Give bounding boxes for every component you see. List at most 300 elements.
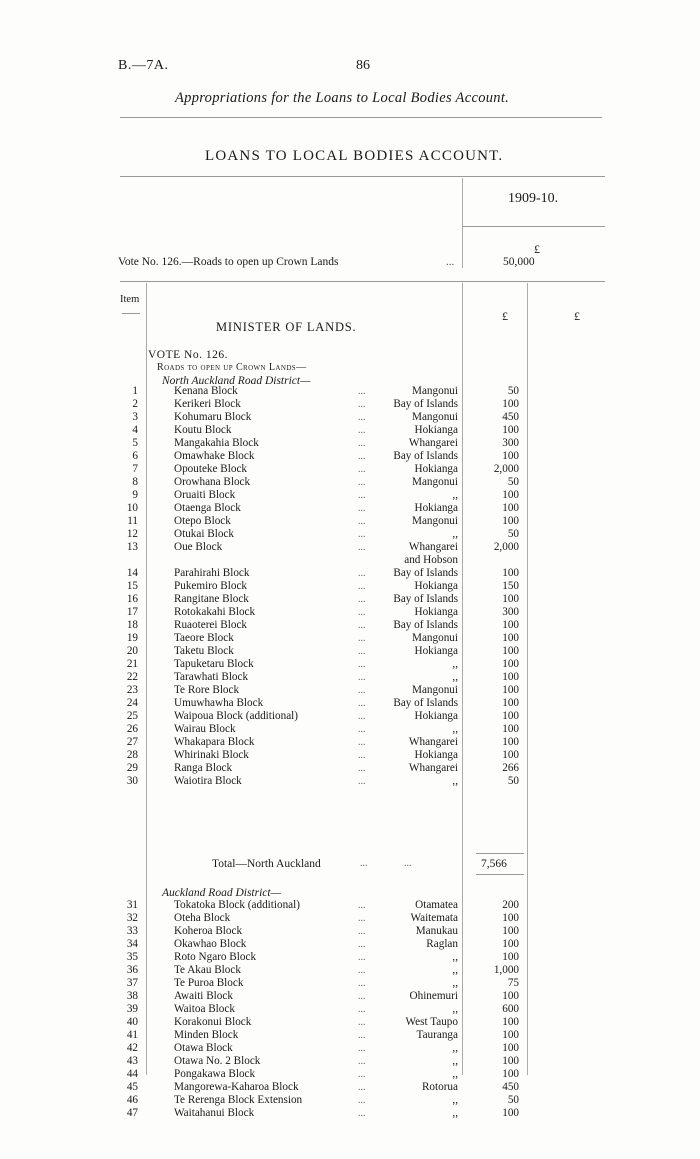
item-place: Bay of Islands xyxy=(393,619,458,631)
divider xyxy=(122,313,140,314)
item-place: Mangonui xyxy=(412,385,458,397)
item-number: 44 xyxy=(126,1068,138,1080)
item-place: Waitemata xyxy=(410,912,458,924)
item-number: 25 xyxy=(126,710,138,722)
item-place: Hokianga xyxy=(414,580,458,592)
item-number: 34 xyxy=(126,938,138,950)
item-name: Tokatoka Block (additional) xyxy=(174,899,300,911)
total-label: Total—North Auckland xyxy=(212,858,321,870)
table-row xyxy=(0,762,700,775)
item-amount: 100 xyxy=(502,990,519,1002)
item-number: 40 xyxy=(126,1016,138,1028)
item-amount: 100 xyxy=(502,1016,519,1028)
item-name: Taketu Block xyxy=(174,645,234,657)
vote-amount: 50,000 xyxy=(503,256,535,268)
item-amount: 100 xyxy=(502,697,519,709)
item-number: 22 xyxy=(126,671,138,683)
leader-dots: ... xyxy=(358,685,366,696)
item-number: 32 xyxy=(126,912,138,924)
item-place: Manukau xyxy=(415,925,458,937)
item-name: Whakapara Block xyxy=(174,736,255,748)
item-number: 12 xyxy=(126,528,138,540)
table-row xyxy=(0,437,700,450)
table-row xyxy=(0,1042,700,1055)
item-amount: 100 xyxy=(502,619,519,631)
leader-dots: ... xyxy=(360,858,368,869)
table-row xyxy=(0,912,700,925)
item-number: 13 xyxy=(126,541,138,553)
leader-dots: ... xyxy=(404,858,412,869)
item-amount: 300 xyxy=(502,437,519,449)
leader-dots: ... xyxy=(358,399,366,410)
table-row xyxy=(0,619,700,632)
item-place: ,, xyxy=(452,1042,458,1054)
item-place: Hokianga xyxy=(414,463,458,475)
item-name: Te Puroa Block xyxy=(174,977,244,989)
table-row xyxy=(0,424,700,437)
item-place: ,, xyxy=(452,489,458,501)
page-title: LOANS TO LOCAL BODIES ACCOUNT. xyxy=(205,148,504,164)
item-name: Oteha Block xyxy=(174,912,231,924)
item-number: 21 xyxy=(126,658,138,670)
item-amount: 266 xyxy=(502,762,519,774)
currency-header: £ xyxy=(574,309,580,323)
item-place: Rotorua xyxy=(421,1081,458,1093)
item-place: ,, xyxy=(452,528,458,540)
item-place: Mangonui xyxy=(412,411,458,423)
item-amount: 100 xyxy=(502,1055,519,1067)
item-place: Whangarei xyxy=(408,736,458,748)
leader-dots: ... xyxy=(358,568,366,579)
item-name: Otawa Block xyxy=(174,1042,233,1054)
item-amount: 100 xyxy=(502,1042,519,1054)
vote-currency: £ xyxy=(534,242,540,256)
table-row xyxy=(0,632,700,645)
item-place: ,, xyxy=(452,658,458,670)
item-number: 27 xyxy=(126,736,138,748)
item-amount: 300 xyxy=(502,606,519,618)
item-place: ,, xyxy=(452,977,458,989)
item-name: Koutu Block xyxy=(174,424,232,436)
leader-dots: ... xyxy=(358,438,366,449)
item-number: 43 xyxy=(126,1055,138,1067)
item-number: 35 xyxy=(126,951,138,963)
item-place: Otamatea xyxy=(415,899,458,911)
table-row xyxy=(0,775,700,788)
item-number: 42 xyxy=(126,1042,138,1054)
item-name: Koheroa Block xyxy=(174,925,243,937)
item-place: ,, xyxy=(452,964,458,976)
item-name: Okawhao Block xyxy=(174,938,247,950)
table-row xyxy=(0,710,700,723)
table-row xyxy=(0,593,700,606)
leader-dots: ... xyxy=(358,698,366,709)
item-place: Whangarei xyxy=(408,541,458,553)
leader-dots: ... xyxy=(358,516,366,527)
item-place: Hokianga xyxy=(414,645,458,657)
total-amount: 7,566 xyxy=(481,858,507,870)
item-name: Oruaiti Block xyxy=(174,489,236,501)
table-row xyxy=(0,606,700,619)
leader-dots: ... xyxy=(358,724,366,735)
item-amount: 100 xyxy=(502,723,519,735)
total-rule xyxy=(476,853,524,854)
item-place: Hokianga xyxy=(414,606,458,618)
leader-dots: ... xyxy=(358,659,366,670)
table-row xyxy=(0,502,700,515)
page-number: 86 xyxy=(356,58,370,73)
item-amount: 100 xyxy=(502,502,519,514)
item-amount: 100 xyxy=(502,1107,519,1119)
table-row xyxy=(0,671,700,684)
item-number: 33 xyxy=(126,925,138,937)
item-amount: 100 xyxy=(502,398,519,410)
item-number: 24 xyxy=(126,697,138,709)
table-row xyxy=(0,1107,700,1120)
table-row xyxy=(0,645,700,658)
item-name: Oue Block xyxy=(174,541,223,553)
item-name: Roto Ngaro Block xyxy=(174,951,257,963)
item-amount: 100 xyxy=(502,671,519,683)
item-place: Mangonui xyxy=(412,632,458,644)
item-place: Tauranga xyxy=(416,1029,458,1041)
leader-dots: ... xyxy=(358,412,366,423)
item-number: 3 xyxy=(132,411,138,423)
leader-dots: ... xyxy=(358,965,366,976)
item-amount: 100 xyxy=(502,951,519,963)
item-number: 11 xyxy=(127,515,138,527)
table-row xyxy=(0,977,700,990)
item-name: Kohumaru Block xyxy=(174,411,252,423)
table-row xyxy=(0,951,700,964)
item-place: Ohinemuri xyxy=(409,990,458,1002)
item-number: 5 xyxy=(132,437,138,449)
leader-dots: ... xyxy=(358,1082,366,1093)
item-number: 45 xyxy=(126,1081,138,1093)
item-amount: 100 xyxy=(502,658,519,670)
item-place: Mangonui xyxy=(412,515,458,527)
item-number: 46 xyxy=(126,1094,138,1106)
leader-dots: ... xyxy=(358,913,366,924)
vote-heading: VOTE No. 126. xyxy=(148,349,228,361)
currency-header: £ xyxy=(502,309,508,323)
item-name: Te Rerenga Block Extension xyxy=(174,1094,303,1106)
item-number: 2 xyxy=(132,398,138,410)
leader-dots: ... xyxy=(358,776,366,787)
leader-dots: ... xyxy=(358,386,366,397)
table-row xyxy=(0,1055,700,1068)
table-row xyxy=(0,1068,700,1081)
item-number: 20 xyxy=(126,645,138,657)
item-name: Otukai Block xyxy=(174,528,234,540)
leader-dots: ... xyxy=(358,750,366,761)
item-number: 36 xyxy=(126,964,138,976)
item-name: Rangitane Block xyxy=(174,593,249,605)
item-number: 38 xyxy=(126,990,138,1002)
item-amount: 100 xyxy=(502,749,519,761)
table-row xyxy=(0,990,700,1003)
item-number: 14 xyxy=(126,567,138,579)
item-amount: 100 xyxy=(502,938,519,950)
table-row xyxy=(0,925,700,938)
item-place: Hokianga xyxy=(414,749,458,761)
leader-dots: ... xyxy=(358,900,366,911)
item-place: ,, xyxy=(452,775,458,787)
item-place-continued: and Hobson xyxy=(404,554,458,566)
leader-dots: ... xyxy=(358,1030,366,1041)
item-amount: 100 xyxy=(502,710,519,722)
table-row xyxy=(0,489,700,502)
table-row xyxy=(0,398,700,411)
divider xyxy=(463,226,605,227)
item-place: ,, xyxy=(452,1107,458,1119)
section-heading: MINISTER OF LANDS. xyxy=(216,320,357,334)
divider xyxy=(120,176,605,177)
item-amount: 100 xyxy=(502,450,519,462)
item-name: Pukemiro Block xyxy=(174,580,248,592)
district-heading: Auckland Road District— xyxy=(162,887,281,899)
table-row xyxy=(0,1003,700,1016)
item-name: Ruaoterei Block xyxy=(174,619,248,631)
leader-dots: ... xyxy=(358,529,366,540)
item-place: Hokianga xyxy=(414,502,458,514)
item-name: Waiotira Block xyxy=(174,775,242,787)
item-name: Otawa No. 2 Block xyxy=(174,1055,261,1067)
table-row xyxy=(0,736,700,749)
item-number: 29 xyxy=(126,762,138,774)
item-name: Mangakahia Block xyxy=(174,437,259,449)
item-place: Bay of Islands xyxy=(393,398,458,410)
item-place: Bay of Islands xyxy=(393,593,458,605)
fiscal-year: 1909-10. xyxy=(508,191,559,206)
item-name: Korakonui Block xyxy=(174,1016,252,1028)
item-amount: 50 xyxy=(507,1094,519,1106)
item-place: ,, xyxy=(452,671,458,683)
item-amount: 100 xyxy=(502,645,519,657)
table-row xyxy=(0,899,700,912)
table-row xyxy=(0,541,700,554)
item-number: 4 xyxy=(132,424,138,436)
item-number: 10 xyxy=(126,502,138,514)
item-name: Te Rore Block xyxy=(174,684,240,696)
item-name: Umuwhawha Block xyxy=(174,697,264,709)
leader-dots: ... xyxy=(358,633,366,644)
table-row xyxy=(0,749,700,762)
item-place: ,, xyxy=(452,723,458,735)
item-amount: 100 xyxy=(502,632,519,644)
item-name: Mangorewa-Kaharoa Block xyxy=(174,1081,299,1093)
item-number: 9 xyxy=(132,489,138,501)
table-row xyxy=(0,938,700,951)
table-row xyxy=(0,567,700,580)
vote-label: Vote No. 126.—Roads to open up Crown Lands xyxy=(118,256,339,268)
table-row xyxy=(0,723,700,736)
table-row xyxy=(0,1081,700,1094)
item-number: 6 xyxy=(132,450,138,462)
leader-dots: ... xyxy=(358,542,366,553)
item-number: 17 xyxy=(126,606,138,618)
item-name: Waitahanui Block xyxy=(174,1107,255,1119)
divider xyxy=(120,117,602,118)
leader-dots: ... xyxy=(358,1108,366,1119)
leader-dots: ... xyxy=(358,1069,366,1080)
leader-dots: ... xyxy=(358,490,366,501)
item-number: 37 xyxy=(126,977,138,989)
item-name: Otaenga Block xyxy=(174,502,241,514)
leader-dots: ... xyxy=(358,425,366,436)
item-name: Tapuketaru Block xyxy=(174,658,254,670)
leader-dots: ... xyxy=(358,926,366,937)
table-row xyxy=(0,515,700,528)
leader-dots: ... xyxy=(358,594,366,605)
item-name: Minden Block xyxy=(174,1029,239,1041)
item-name: Whirinaki Block xyxy=(174,749,249,761)
table-row xyxy=(0,697,700,710)
item-number: 7 xyxy=(132,463,138,475)
item-amount: 100 xyxy=(502,1029,519,1041)
item-amount: 150 xyxy=(502,580,519,592)
item-column-header: Item xyxy=(120,294,140,305)
district-heading: North Auckland Road District— xyxy=(162,375,311,387)
leader-dots: ... xyxy=(358,737,366,748)
item-number: 18 xyxy=(126,619,138,631)
item-name: Tarawhati Block xyxy=(174,671,249,683)
roads-heading: Roads to open up Crown Lands— xyxy=(157,362,307,373)
item-amount: 50 xyxy=(507,476,519,488)
leader-dots: ... xyxy=(358,607,366,618)
item-amount: 75 xyxy=(507,977,519,989)
item-amount: 100 xyxy=(502,424,519,436)
leader-dots: ... xyxy=(358,477,366,488)
total-rule xyxy=(476,874,524,875)
leader-dots: ... xyxy=(358,620,366,631)
item-number: 31 xyxy=(126,899,138,911)
item-name: Pongakawa Block xyxy=(174,1068,256,1080)
table-row xyxy=(0,411,700,424)
item-place: Raglan xyxy=(426,938,458,950)
table-row xyxy=(0,1029,700,1042)
table-row xyxy=(0,385,700,398)
table-row xyxy=(0,684,700,697)
item-place: Hokianga xyxy=(414,424,458,436)
table-row xyxy=(0,476,700,489)
page-subtitle: Appropriations for the Loans to Local Bodies Account. xyxy=(175,90,510,106)
leader-dots: ... xyxy=(446,256,455,268)
item-place: ,, xyxy=(452,1055,458,1067)
item-place: ,, xyxy=(452,1094,458,1106)
item-name: Omawhake Block xyxy=(174,450,255,462)
item-name: Taeore Block xyxy=(174,632,234,644)
item-number: 26 xyxy=(126,723,138,735)
item-place: Bay of Islands xyxy=(393,450,458,462)
leader-dots: ... xyxy=(358,1004,366,1015)
document-reference: B.—7A. xyxy=(118,58,169,73)
item-number: 8 xyxy=(132,476,138,488)
item-place: Bay of Islands xyxy=(393,567,458,579)
item-name: Otepo Block xyxy=(174,515,231,527)
item-number: 16 xyxy=(126,593,138,605)
leader-dots: ... xyxy=(358,464,366,475)
table-row xyxy=(0,658,700,671)
table-row xyxy=(0,1094,700,1107)
leader-dots: ... xyxy=(358,646,366,657)
leader-dots: ... xyxy=(358,1017,366,1028)
item-place: Mangonui xyxy=(412,476,458,488)
leader-dots: ... xyxy=(358,1095,366,1106)
item-number: 41 xyxy=(126,1029,138,1041)
item-amount: 2,000 xyxy=(493,463,519,475)
table-row xyxy=(0,450,700,463)
item-amount: 100 xyxy=(502,593,519,605)
leader-dots: ... xyxy=(358,1056,366,1067)
leader-dots: ... xyxy=(358,503,366,514)
leader-dots: ... xyxy=(358,952,366,963)
table-row xyxy=(0,964,700,977)
leader-dots: ... xyxy=(358,991,366,1002)
item-amount: 100 xyxy=(502,925,519,937)
leader-dots: ... xyxy=(358,451,366,462)
leader-dots: ... xyxy=(358,1043,366,1054)
item-number: 47 xyxy=(126,1107,138,1119)
item-place: ,, xyxy=(452,1068,458,1080)
item-number: 1 xyxy=(132,385,138,397)
item-name: Rotokakahi Block xyxy=(174,606,256,618)
leader-dots: ... xyxy=(358,978,366,989)
leader-dots: ... xyxy=(358,939,366,950)
item-name: Opouteke Block xyxy=(174,463,248,475)
item-amount: 100 xyxy=(502,736,519,748)
item-place: West Taupo xyxy=(405,1016,458,1028)
item-amount: 100 xyxy=(502,489,519,501)
table-row xyxy=(0,580,700,593)
item-amount: 2,000 xyxy=(493,541,519,553)
item-place: ,, xyxy=(452,1003,458,1015)
item-amount: 100 xyxy=(502,1068,519,1080)
item-number: 23 xyxy=(126,684,138,696)
item-name: Awaiti Block xyxy=(174,990,233,1002)
item-place: ,, xyxy=(452,951,458,963)
leader-dots: ... xyxy=(358,711,366,722)
item-name: Wairau Block xyxy=(174,723,236,735)
table-row xyxy=(0,528,700,541)
item-place: Whangarei xyxy=(408,437,458,449)
item-name: Kerikeri Block xyxy=(174,398,241,410)
item-name: Parahirahi Block xyxy=(174,567,250,579)
item-amount: 50 xyxy=(507,775,519,787)
item-amount: 50 xyxy=(507,385,519,397)
item-amount: 450 xyxy=(502,1081,519,1093)
item-number: 30 xyxy=(126,775,138,787)
item-name: Waitoa Block xyxy=(174,1003,235,1015)
item-place: Whangarei xyxy=(408,762,458,774)
column-divider xyxy=(462,178,463,268)
leader-dots: ... xyxy=(358,672,366,683)
item-name: Te Akau Block xyxy=(174,964,241,976)
item-amount: 600 xyxy=(502,1003,519,1015)
item-name: Ranga Block xyxy=(174,762,233,774)
item-name: Waipoua Block (additional) xyxy=(174,710,298,722)
item-name: Kenana Block xyxy=(174,385,238,397)
item-number: 28 xyxy=(126,749,138,761)
item-name: Orowhana Block xyxy=(174,476,251,488)
item-amount: 450 xyxy=(502,411,519,423)
item-amount: 100 xyxy=(502,912,519,924)
item-number: 19 xyxy=(126,632,138,644)
item-place: Hokianga xyxy=(414,710,458,722)
leader-dots: ... xyxy=(358,581,366,592)
item-place: Mangonui xyxy=(412,684,458,696)
table-row xyxy=(0,1016,700,1029)
